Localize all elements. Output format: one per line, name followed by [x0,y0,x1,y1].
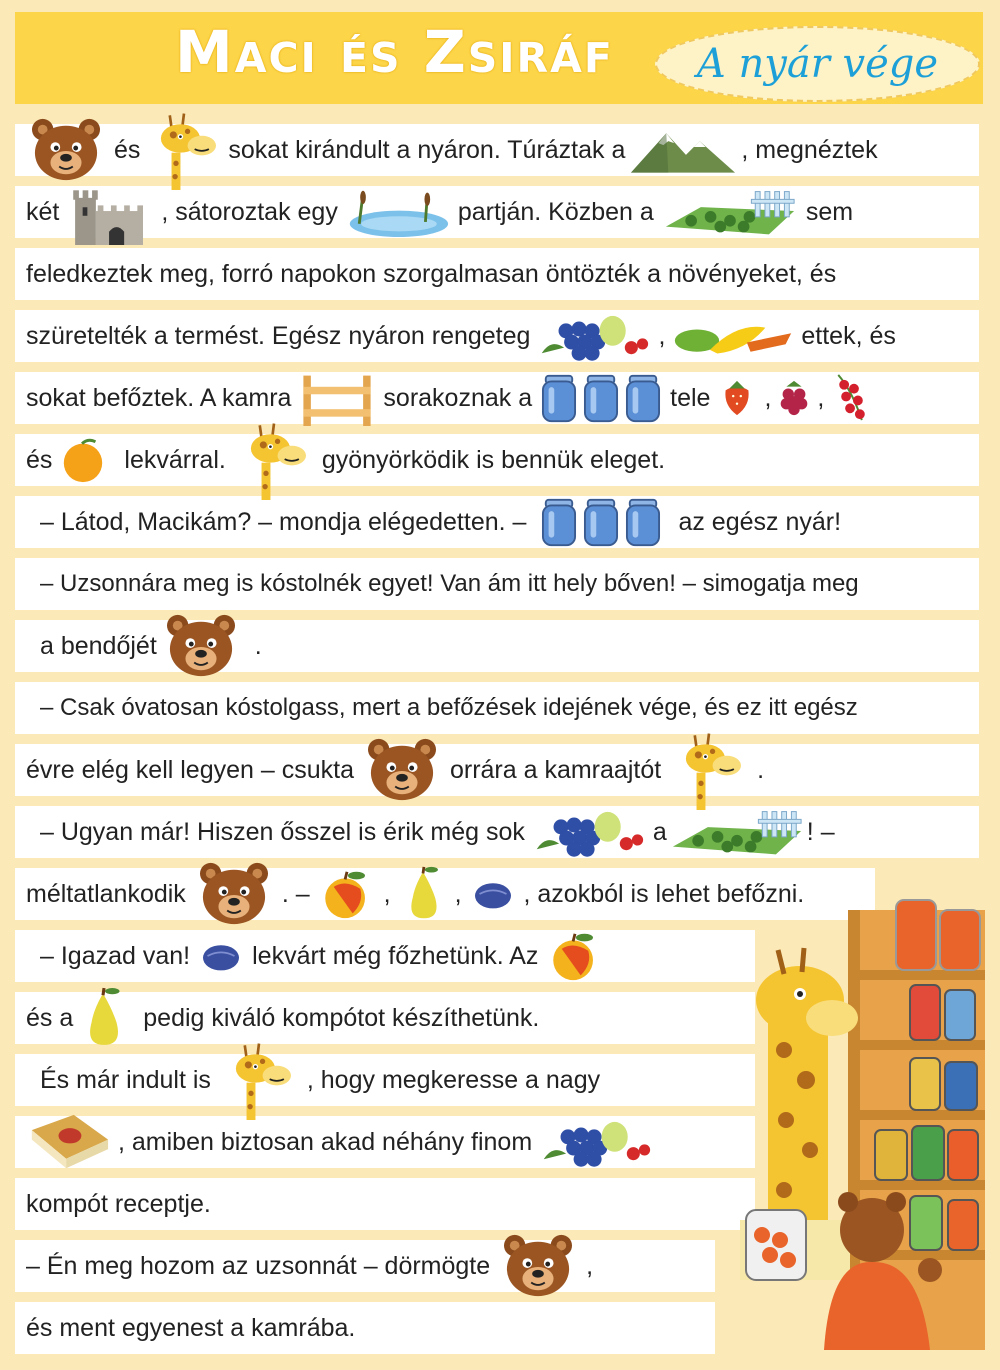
story-text: sem [805,197,854,226]
subtitle-badge [655,26,980,102]
story-text: méltatlankodik [26,879,186,908]
story-text: . [254,631,262,660]
strawberry-icon [718,379,756,417]
story-text: lekvárral. [124,445,226,474]
jar-icon [540,372,578,424]
bear-icon [498,1232,578,1300]
story-text: , azokból is lehet befőzni. [523,879,805,908]
story-text: , [764,383,772,412]
story-text: . – [281,879,310,908]
giraffe-icon [234,420,314,500]
page-title: Maci és Zsiráf [175,18,614,86]
story-text: sokat kirándult a nyáron. Túráztak a [228,135,626,164]
story-text: lekvárt még főzhetünk. Az [252,941,539,970]
jar-icon [624,372,662,424]
bear-icon [362,736,442,804]
currant-icon [832,371,872,425]
apple-icon [318,868,376,920]
story-text: . [757,755,765,784]
mountain-icon [629,125,737,175]
story-line [40,682,858,734]
story-line [40,620,262,672]
story-line [26,372,880,424]
story-text: , [586,1251,594,1280]
story-text: , sátoroztak egy [161,197,338,226]
story-text: , amiben biztosan akad néhány finom [118,1127,533,1156]
story-text: – Csak óvatosan kóstolgass, mert a befőzések idejének vége, és ez itt egész [40,694,858,721]
pear-icon [399,866,447,922]
giraffe-icon [669,730,749,810]
story-line [26,992,539,1044]
story-line [26,744,764,796]
story-text: feledkeztek meg, forró napokon szorgalmasan öntözték a növényeket, és [26,259,837,288]
plum-icon [470,876,516,912]
story-line [26,248,836,300]
story-text: – Uzsonnára meg is kóstolnék egyet! Van ám itt hely bőven! – simogatja meg [40,570,859,597]
jar-icon [582,496,620,548]
story-text: és [26,445,53,474]
story-text: ! – [806,817,835,846]
raspberry-icon [775,379,813,417]
plum-icon [198,938,244,974]
fruit-basket-icon [538,310,650,362]
story-line [26,124,878,176]
story-text: kompót receptje. [26,1189,211,1218]
story-text: és [114,135,141,164]
story-line [40,496,841,548]
giraffe-icon [219,1040,299,1120]
story-text: a bendőjét [40,631,157,660]
story-text: sokat befőztek. A kamra [26,383,292,412]
pantry-illustration [740,890,985,1350]
story-text: pedig kiváló kompótot készíthetünk. [143,1003,540,1032]
story-text: gyönyörködik is bennük eleget. [321,445,666,474]
story-line [26,868,804,920]
story-text: és ment egyenest a kamrába. [26,1313,356,1342]
story-text: És már indult is [40,1065,211,1094]
book-icon [26,1111,112,1173]
story-text: , [658,321,666,350]
story-text: , hogy megkeresse a nagy [306,1065,601,1094]
castle-icon [67,179,153,245]
fruit-basket-icon [540,1116,652,1168]
garden-icon [662,187,798,237]
fruit-basket-icon [533,806,645,858]
story-line [26,1178,211,1230]
bear-icon [194,860,274,928]
story-line [40,558,859,610]
vegetables-icon [673,312,793,360]
story-text: tele [670,383,711,412]
lake-icon [346,185,450,239]
story-line [40,806,835,858]
story-text: szüretelték a termést. Egész nyáron rengeteg [26,321,531,350]
bear-icon [161,612,241,680]
story-line [26,1302,355,1354]
shelf-icon [299,370,375,426]
story-text: sorakoznak a [383,383,533,412]
story-line [26,1240,593,1292]
bear-icon [26,116,106,184]
story-line [26,434,665,486]
story-line [40,930,612,982]
story-line [26,186,853,238]
story-text: , [817,383,825,412]
story-text: ettek, és [801,321,896,350]
jar-icon [624,496,662,548]
story-text: – Igazad van! [40,941,191,970]
apple-icon [546,930,604,982]
story-text: – Én meg hozom az uzsonnát – dörmögte [26,1251,491,1280]
story-text: és a [26,1003,74,1032]
story-line [40,1054,600,1106]
story-text: , megnéztek [741,135,878,164]
story-text: – Ugyan már! Hiszen ősszel is érik még sok [40,817,525,846]
giraffe-icon [148,110,220,190]
pear-icon [77,987,129,1049]
story-text: orrára a kamraajtót [449,755,662,784]
apricot-icon [58,436,108,484]
story-line [26,310,896,362]
story-text: – Látod, Macikám? – mondja elégedetten. – [40,507,527,536]
story-text: a [652,817,667,846]
garden-icon [669,807,805,857]
subtitle-text: A nyár vége [696,41,939,87]
story-text: az egész nyár! [678,507,842,536]
jar-icon [582,372,620,424]
story-text: évre elég kell legyen – csukta [26,755,354,784]
story-text: két [26,197,60,226]
story-text: , [454,879,462,908]
jar-icon [540,496,578,548]
story-text: partján. Közben a [457,197,654,226]
story-line [26,1116,660,1168]
story-text: , [383,879,391,908]
